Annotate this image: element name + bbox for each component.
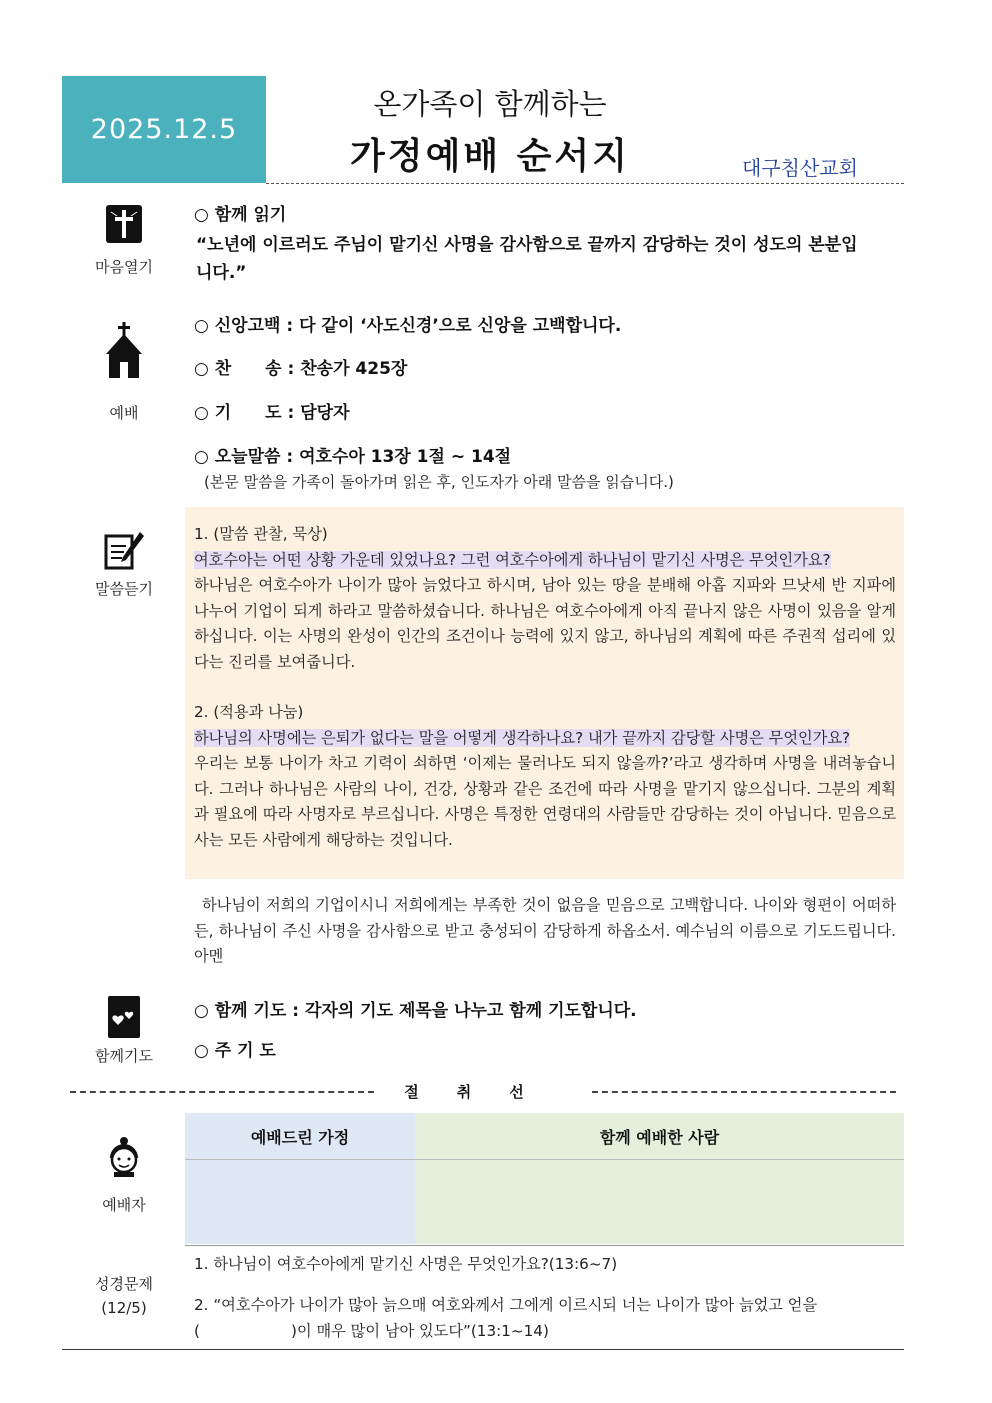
opening-quote-line1: “노년에 이르러도 주님이 맡기신 사명을 감사함으로 끝까지 감당하는 것이 성도의 본분입 — [196, 235, 858, 255]
cross-book-icon — [105, 204, 143, 244]
p2-question — [194, 726, 896, 752]
note-pencil-icon — [102, 530, 146, 570]
quiz-q2-line2: ( )이 매우 많이 남아 있도다”(13:1~14) — [194, 1322, 549, 1340]
quiz-q2-line1: 2. “여호수아가 나이가 많아 늙으매 여호와께서 그에게 이르시되 너는 나이가 많아 늙었고 얻을 — [194, 1296, 818, 1314]
prayer-label: ○ 기 도 : — [194, 403, 301, 423]
header-divider — [266, 183, 904, 184]
cut-label: 절취선 — [404, 1083, 562, 1101]
page-title: 가정예배 순서지 — [350, 136, 630, 177]
col-people-header: 함께 예배한 사람 — [415, 1113, 904, 1159]
together-side — [62, 995, 186, 1066]
worship-date: 2025.12.5 — [90, 114, 238, 145]
page-subtitle: 온가족이 함께하는 — [373, 87, 607, 121]
worshipper-side — [62, 1136, 186, 1215]
date-box — [62, 76, 266, 183]
p1-question-text: 여호수아는 어떤 상황 가운데 있었나요? 그런 여호수아에게 하나님이 맡기신 사명은 무엇인가요? — [194, 550, 831, 569]
person-face-icon — [106, 1136, 142, 1178]
quiz-q1: 1. 하나님이 여호수아에게 맡기신 사명은 무엇인가요?(13:6~7) — [194, 1255, 618, 1273]
p2-title: 2. (적용과 나눔) — [194, 703, 304, 721]
opening-side — [62, 204, 186, 277]
worshipper-table — [185, 1113, 904, 1245]
church-name: 대구침산교회 — [742, 156, 858, 180]
bottom-rule — [62, 1349, 904, 1350]
family-input-cell[interactable] — [185, 1159, 415, 1244]
worship-side — [62, 322, 186, 423]
p1-body: 하나님은 여호수아가 나이가 많아 늙었다고 하시며, 남아 있는 땅을 분배해 아홉 지파와 므낫세 반 지파에 나누어 기업이 되게 하라고 말씀하셨습니다. 하나님은 여호수아에게 아직 끝나지 않은 사명이 있음을 알게 하십니다. 이는 사명의 완성이 인간의 조건이나 능력에 있지 않고, 하나님의 계획에 따른 주권적 섭리에 있다는 진리를 보여줍니다. — [194, 576, 896, 671]
hymn-value: 찬송가 425장 — [300, 359, 408, 379]
hearts-card-icon — [107, 995, 141, 1039]
closing-prayer-text: 하나님이 저희의 기업이시니 저희에게는 부족한 것이 없음을 믿음으로 고백합니다. 나이와 형편이 어떠하든, 하나님이 주신 사명을 감사함으로 받고 충성되이 감당하게 하옵소서. 예수님의 이름으로 기도드립니다. 아멘 — [194, 896, 896, 965]
p1-title: 1. (말씀 관찰, 묵상) — [194, 525, 328, 543]
opening-heading: ○ 함께 읽기 — [194, 205, 287, 225]
quiz-side — [62, 1272, 186, 1320]
together-line2: ○ 주 기 도 — [194, 1041, 276, 1061]
word-label: ○ 오늘말씀 : — [194, 447, 300, 467]
listening-side — [62, 530, 186, 599]
quiz-date: (12/5) — [101, 1299, 147, 1317]
opening-label: 마음열기 — [95, 258, 153, 276]
worshipper-label: 예배자 — [102, 1196, 146, 1214]
closing-prayer — [194, 893, 896, 970]
creed-line: ○ 신앙고백 : 다 같이 ‘사도신경’으로 신앙을 고백합니다. — [194, 316, 622, 336]
together-line1: ○ 함께 기도 : 각자의 기도 제목을 나누고 함께 기도합니다. — [194, 1001, 637, 1021]
word-value: 여호수아 13장 1절 ~ 14절 — [299, 447, 512, 467]
prayer-line — [194, 398, 350, 423]
hymn-line — [194, 354, 407, 379]
col-family-header: 예배드린 가정 — [185, 1113, 415, 1159]
cut-dash-right — [592, 1091, 896, 1093]
prayer-value: 담당자 — [300, 403, 350, 423]
people-input-cell[interactable] — [415, 1159, 904, 1244]
church-icon — [104, 322, 144, 380]
hymn-label: ○ 찬 송 : — [194, 359, 301, 379]
word-note: (본문 말씀을 가족이 돌아가며 읽은 후, 인도자가 아래 말씀을 읽습니다.) — [204, 473, 674, 491]
p2-body: 우리는 보통 나이가 차고 기력이 쇠하면 ‘이제는 물러나도 되지 않을까?’라고 생각하며 사명을 내려놓습니다. 그러나 하나님은 사람의 나이, 건강, 상황과 같은 조건에 따라 사명을 맡기지 않으십니다. 그분의 계획과 필요에 따라 사명자로 부르십니다. 사명은 특정한 연령대의 사람들만 감당하는 것이 아닙니다. 믿음으로 사는 모든 사람에게 해당하는 것입니다. — [194, 754, 896, 849]
cut-dash-left — [70, 1091, 374, 1093]
quiz-label: 성경문제 — [95, 1275, 153, 1293]
word-line — [194, 442, 511, 467]
p1-question — [194, 548, 896, 574]
message-content — [194, 522, 896, 853]
table-bottom-rule — [185, 1245, 904, 1246]
p2-question-text: 하나님의 사명에는 은퇴가 없다는 말을 어떻게 생각하나요? 내가 끝까지 감당할 사명은 무엇인가요? — [194, 728, 851, 747]
listening-label: 말씀듣기 — [95, 580, 153, 598]
worship-label: 예배 — [109, 404, 139, 422]
opening-quote-line2: 니다.” — [196, 263, 247, 283]
together-label: 함께기도 — [95, 1047, 153, 1065]
cut-line — [70, 1081, 896, 1102]
